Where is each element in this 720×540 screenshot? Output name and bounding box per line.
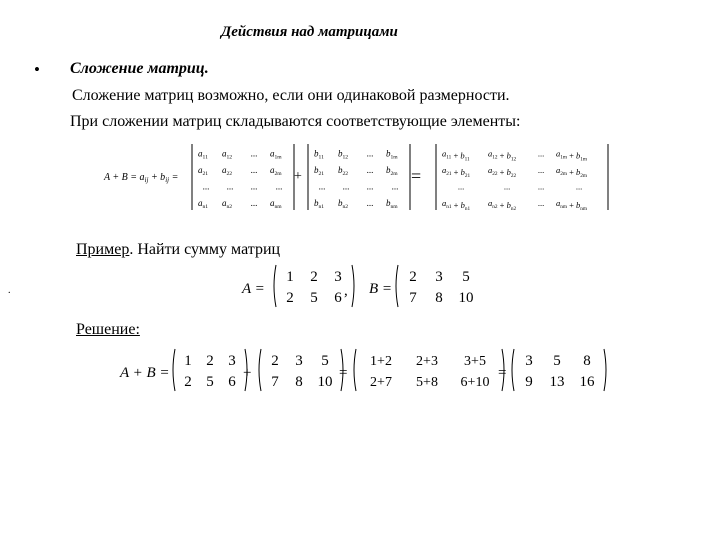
- example-matrices: [240, 263, 480, 313]
- matrix-cell: 5: [321, 352, 329, 369]
- matrix-cell: $a_{nm} + b_{nm}$: [556, 197, 588, 212]
- matrix-cell: $b_{n2}$: [338, 197, 349, 210]
- left-paren: [396, 265, 398, 307]
- matrix-cell: ...: [366, 164, 374, 175]
- solution-plus: +: [243, 365, 252, 381]
- example-label: Пример: [76, 241, 130, 258]
- matrix-cell: ...: [537, 148, 545, 159]
- matrix-cell: 3: [295, 352, 303, 369]
- matrix-cell: 6+10: [460, 374, 490, 390]
- matrix-cell: $b_{11}$: [314, 148, 324, 161]
- matrix-cell: $a_{2m}$: [270, 164, 282, 177]
- matrix-cell: ...: [537, 164, 545, 175]
- left-paren: [354, 349, 356, 391]
- rule-text-line-2: При сложении матриц складываются соответствующие элементы:: [70, 113, 521, 130]
- matrix-cell: 2: [271, 352, 279, 369]
- matrix-cell: $a_{nm}$: [270, 197, 282, 210]
- matrix-cell: ...: [250, 164, 258, 175]
- matrix-cell: ...: [202, 181, 210, 192]
- matrix-cell: 1+2: [370, 353, 392, 369]
- solution-matrix-1: [173, 349, 247, 391]
- matrix-cell: $b_{nm}$: [386, 197, 398, 210]
- right-paren: [604, 349, 606, 391]
- matrix-cell: 5+8: [416, 374, 438, 390]
- matrix-cell: $a_{2m} + b_{2m}$: [556, 164, 588, 179]
- general-matrix-a: [192, 144, 294, 210]
- matrix-a-label: A =: [242, 281, 265, 297]
- matrix-cell: 2+7: [370, 374, 392, 390]
- matrix-cell: 7: [271, 373, 279, 390]
- matrix-cell: $b_{12}$: [338, 148, 349, 161]
- matrix-cell: 2+3: [416, 353, 438, 369]
- solution-formula: [118, 347, 608, 397]
- matrix-cell: ...: [537, 181, 545, 192]
- matrix-cell: 2: [206, 352, 214, 369]
- right-paren: [352, 265, 354, 307]
- example-text: . Найти сумму матриц: [129, 241, 281, 258]
- matrix-cell: $b_{n1}$: [314, 197, 325, 210]
- left-paren: [274, 265, 276, 307]
- matrix-cell: 2: [409, 268, 417, 285]
- matrix-cell: 3: [228, 352, 236, 369]
- matrix-cell: ...: [366, 181, 374, 192]
- matrix-cell: ...: [366, 197, 374, 208]
- left-paren: [173, 349, 175, 391]
- matrix-cell: $a_{21}$: [198, 164, 209, 177]
- matrix-cell: ...: [503, 181, 511, 192]
- matrix-cell: 8: [583, 352, 591, 369]
- matrix-cell: 3: [435, 268, 443, 285]
- matrix-cell: 2: [310, 268, 318, 285]
- matrix-cell: 5: [206, 373, 214, 390]
- general-matrix-b: [308, 144, 410, 210]
- matrix-cell: 10: [458, 289, 474, 306]
- example-matrix-a: [274, 265, 354, 307]
- matrix-cell: $a_{22}$: [222, 164, 233, 177]
- solution-lhs: A + B =: [120, 365, 170, 381]
- example-matrix-b: [396, 265, 480, 307]
- left-paren: [512, 349, 514, 391]
- bullet-icon: •: [34, 60, 40, 79]
- general-matrix-sum: [436, 144, 608, 212]
- matrix-cell: $b_{2m}$: [386, 164, 398, 177]
- matrix-cell: $b_{1m}$: [386, 148, 398, 161]
- matrix-cell: $a_{n1}$: [198, 197, 209, 210]
- matrix-cell: 5: [462, 268, 470, 285]
- matrix-cell: 8: [435, 289, 443, 306]
- matrix-cell: $b_{22}$: [338, 164, 349, 177]
- matrix-cell: ...: [342, 181, 350, 192]
- matrix-cell: 3: [525, 352, 533, 369]
- matrix-cell: $a_{11} + b_{11}$: [442, 148, 470, 163]
- matrix-cell: 3: [334, 268, 342, 285]
- general-addition-formula: [100, 140, 620, 215]
- matrix-cell: $a_{1m}$: [270, 148, 282, 161]
- matrix-cell: $a_{n2} + b_{n2}$: [488, 197, 517, 212]
- matrix-cell: ...: [318, 181, 326, 192]
- comma: ,: [344, 283, 348, 299]
- solution-equals-2: =: [498, 365, 507, 381]
- example-line: [76, 241, 280, 259]
- matrix-cell: ...: [275, 181, 283, 192]
- stray-mark: .: [8, 285, 11, 296]
- matrix-cell: 3+5: [464, 353, 486, 369]
- solution-matrix-4: [512, 349, 606, 391]
- matrix-cell: 6: [228, 373, 236, 390]
- matrix-cell: $a_{22} + b_{22}$: [488, 164, 517, 179]
- page-title: Действия над матрицами: [221, 24, 398, 40]
- matrix-cell: 16: [579, 373, 595, 390]
- matrix-cell: 8: [295, 373, 303, 390]
- matrix-cell: ...: [391, 181, 399, 192]
- matrix-cell: ...: [250, 181, 258, 192]
- matrix-cell: 13: [549, 373, 565, 390]
- matrix-cell: $a_{n2}$: [222, 197, 233, 210]
- matrix-cell: $a_{n1} + b_{n1}$: [442, 197, 471, 212]
- matrix-cell: $a_{1m} + b_{1m}$: [556, 148, 588, 163]
- matrix-cell: 2: [184, 373, 192, 390]
- solution-label: Решение:: [76, 321, 140, 338]
- matrix-cell: 1: [286, 268, 294, 285]
- matrix-cell: 2: [286, 289, 294, 306]
- matrix-cell: ...: [366, 148, 374, 159]
- matrix-b-label: B =: [369, 281, 393, 297]
- matrix-cell: 10: [317, 373, 333, 390]
- formula-lhs: $A + B = a_{ij} + b_{ij}$ =: [104, 172, 179, 184]
- matrix-cell: ...: [250, 197, 258, 208]
- matrix-cell: ...: [575, 181, 583, 192]
- matrix-cell: $a_{12} + b_{12}$: [488, 148, 517, 163]
- matrix-cell: $a_{12}$: [222, 148, 233, 161]
- matrix-cell: $a_{21} + b_{21}$: [442, 164, 471, 179]
- rule-text-line-1: Сложение матриц возможно, если они одинаковой размерности.: [72, 87, 510, 104]
- left-paren: [259, 349, 261, 391]
- matrix-cell: $a_{11}$: [198, 148, 208, 161]
- matrix-cell: ...: [226, 181, 234, 192]
- matrix-cell: ...: [457, 181, 465, 192]
- matrix-cell: 6: [334, 289, 342, 306]
- matrix-cell: 1: [184, 352, 192, 369]
- matrix-cell: ...: [537, 197, 545, 208]
- solution-matrix-3: [354, 349, 507, 391]
- matrix-cell: 5: [310, 289, 318, 306]
- matrix-cell: $b_{21}$: [314, 164, 325, 177]
- matrix-cell: 5: [553, 352, 561, 369]
- matrix-cell: 9: [525, 373, 533, 390]
- section-heading: Сложение матриц.: [70, 60, 209, 77]
- solution-equals-1: =: [339, 365, 348, 381]
- plus-sign: +: [294, 169, 302, 184]
- matrix-cell: ...: [250, 148, 258, 159]
- equals-sign: =: [411, 166, 422, 186]
- solution-matrix-2: [259, 349, 343, 391]
- matrix-cell: 7: [409, 289, 417, 306]
